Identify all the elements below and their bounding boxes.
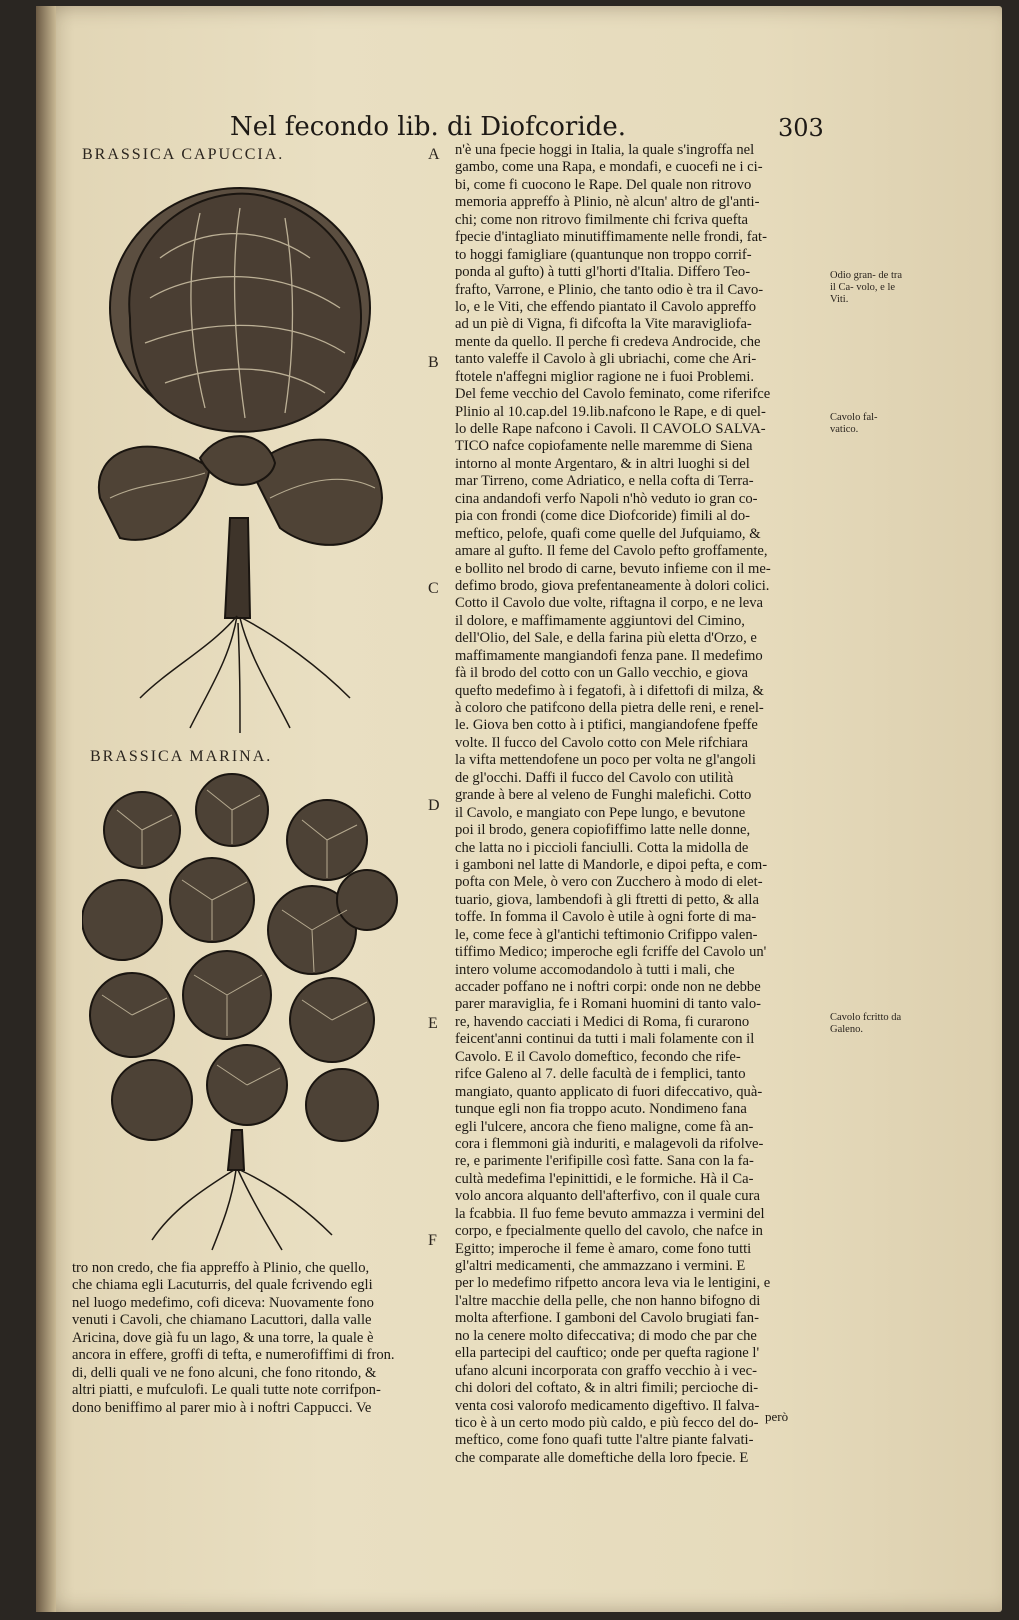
main-column-line: che comparate alle domeftiche della loro fpecie. E bbox=[455, 1449, 749, 1466]
main-column-line: dell'Olio, del Sale, e della farina più eletta d'Orzo, e bbox=[455, 630, 757, 647]
main-column-line: ftotele n'affegni miglior ragione ne i fuoi Problemi. bbox=[455, 368, 755, 385]
main-column-line: memoria appreffo à Plinio, nè alcun' altro de gl'anti- bbox=[455, 194, 760, 211]
main-column-line: parer maraviglia, fe i Romani huomini di tanto valo- bbox=[455, 996, 761, 1013]
main-column-line: fà il brodo del cotto con un Gallo vecchio, e giova bbox=[455, 665, 749, 682]
main-column-line: mente da quello. Il perche fi credeva Androcide, che bbox=[455, 333, 761, 350]
main-column-line: chi dolori del coftato, & in altri fimili; percioche di- bbox=[455, 1380, 759, 1397]
main-column-line: re, havendo cacciati i Medici di Roma, fi curarono bbox=[455, 1013, 750, 1030]
margin-note-salvatico: Cavolo fal- vatico. bbox=[830, 412, 878, 435]
main-column-line: ufano alcuni incorporata con graffo vecchio à i vec- bbox=[455, 1362, 758, 1379]
main-column-line: bi, come fi cuocono le Rape. Del quale non ritrovo bbox=[455, 176, 752, 193]
main-column-line: quefto medefimo à i fegatofi, à i difettofi di milza, & bbox=[455, 682, 764, 699]
section-marker-c: C bbox=[428, 580, 439, 597]
main-column-line: tanto valeffe il Cavolo à gli ubriachi, come che Ari- bbox=[455, 351, 757, 368]
page-number: 303 bbox=[778, 114, 824, 142]
main-column-line: l'altre macchie della pelle, che non hanno bifogno di bbox=[455, 1292, 761, 1309]
sea-cabbage-woodcut-illustration bbox=[82, 770, 398, 1254]
running-header bbox=[230, 112, 830, 146]
main-column-line: chi; come non ritrovo fimilmente chi fcriva quefta bbox=[455, 211, 748, 228]
section-marker-f: F bbox=[428, 1232, 437, 1249]
main-column-line: defimo brodo, giova prefentaneamente à dolori colici. bbox=[455, 577, 770, 594]
main-column-line: intero volume accomodandolo à tutti i mali, che bbox=[455, 961, 735, 978]
main-column-line: maffimamente mangiandofi fenza pane. Il medefimo bbox=[455, 647, 763, 664]
main-column-line: gl'altri medicamenti, che ammazzano i vermini. E bbox=[455, 1258, 746, 1274]
main-column-line: à coloro che patifcono della pietra delle reni, e renel- bbox=[455, 700, 764, 716]
main-column-line: poi il brodo, genera copiofiffimo latte nelle donne, bbox=[455, 822, 751, 839]
main-column-line: tunque egli non fia troppo acuto. Nondimeno fana bbox=[455, 1101, 747, 1118]
left-column-line: venuti i Cavoli, che chiamano Lacuttori, dalla valle bbox=[72, 1312, 372, 1329]
main-column-line: rifce Galeno al 7. delle facultà de i femplici, tanto bbox=[455, 1066, 746, 1083]
left-column-line: dono beniffimo al parer mio à i noftri Cappucci. Ve bbox=[72, 1399, 372, 1416]
main-column-line: meftico, come fono quafi tutte l'altre piante falvati- bbox=[455, 1432, 754, 1449]
main-column-line: i gamboni nel latte di Mandorle, e dipoi pefta, e com- bbox=[455, 856, 768, 873]
left-column-line: tro non credo, che fia appreffo à Plinio, che quello, bbox=[72, 1260, 370, 1276]
main-column-line: volo ancora alquanto dell'afterfivo, con il quale cura bbox=[455, 1188, 760, 1205]
main-column-line: mar Tirreno, come Adriatico, e nella cofta di Terra- bbox=[455, 473, 754, 490]
main-column-line: tiffimo Medico; imperoche egli fcriffe del Cavolo un' bbox=[455, 944, 767, 961]
catchword: però bbox=[765, 1409, 789, 1424]
main-column-line: frafto, Varrone, e Plinio, che tanto odio è tra il Cavo- bbox=[455, 281, 764, 298]
main-column-line: Cotto il Cavolo due volte, riftagna il corpo, e ne leva bbox=[455, 595, 764, 612]
main-column-line: fpecie d'intagliato minutiffimamente nelle frondi, fat- bbox=[455, 229, 767, 246]
main-column-line: le. Giova ben cotto à i ptifici, mangiandofene fpeffe bbox=[455, 717, 758, 734]
main-column-line: amare al gufto. Il feme del Cavolo pefto groffamente, bbox=[455, 543, 768, 560]
main-text-column bbox=[455, 142, 825, 1467]
main-column-line: Egitto; imperoche il feme è amaro, come fono tutti bbox=[455, 1240, 752, 1257]
section-marker-a: A bbox=[428, 146, 440, 163]
main-column-line: tico è à un certo modo più caldo, e più fecco del do- bbox=[455, 1414, 759, 1431]
main-column-line: il dolore, e maffimamente aggiuntovi del Cimino, bbox=[455, 612, 745, 629]
main-column-line: meftico, pelofe, quafi come quelle del Jufquiamo, & bbox=[455, 525, 761, 542]
main-column-line: ad un piè di Vigna, fi difcofta la Vite maravigliofa- bbox=[455, 316, 752, 333]
main-column-line: lo, e le Viti, che effendo piantato il Cavolo appreffo bbox=[455, 298, 757, 315]
main-column-line: il Cavolo, e mangiato con Pepe lungo, e bevutone bbox=[455, 804, 746, 821]
main-column-line: cina andandofi verfo Napoli n'hò veduto io gran co- bbox=[455, 490, 758, 507]
main-column-line: toffe. In fomma il Cavolo è utile à ogni forte di ma- bbox=[455, 909, 757, 926]
main-column-line: no la cenere molto difeccativa; di modo che par che bbox=[455, 1327, 757, 1344]
figure-caption-marina: BRASSICA MARINA. bbox=[90, 748, 273, 765]
main-column-line: lo delle Rape nafcono i Cavoli. Il CAVOLO SALVA- bbox=[455, 421, 766, 437]
main-column-line: egli l'ulcere, ancora che fieno maligne, come fà an- bbox=[455, 1118, 754, 1135]
main-column-line: feicent'anni continui da tutti i mali folamente con il bbox=[455, 1031, 755, 1048]
section-marker-b: B bbox=[428, 354, 439, 371]
main-column-line: accader poffano ne i noftri corpi: onde non ne debbe bbox=[455, 979, 761, 995]
margin-note-odio: Odio gran- de tra il Ca- volo, e le Viti. bbox=[830, 270, 903, 305]
main-column-line: mangiato, quanto applicato di fuori difeccativo, quà- bbox=[455, 1083, 763, 1100]
main-column-line: per lo medefimo rifpetto ancora leva via le lentigini, e bbox=[455, 1275, 771, 1292]
main-column-line: le, come fece à gl'antichi teftimonio Crifippo valen- bbox=[455, 926, 758, 943]
main-column-line: molta afterfione. I gamboni del Cavolo brugiati fan- bbox=[455, 1310, 759, 1327]
left-column-line: Aricina, dove già fu un lago, & una torre, la quale è bbox=[72, 1329, 374, 1346]
main-column-line: venta cosi valorofo medicamento digeftivo. Il falva- bbox=[455, 1397, 760, 1414]
main-column-line: che latta no i piccioli fanciulli. Cotta la midolla de bbox=[455, 839, 749, 856]
left-text-column bbox=[72, 1260, 404, 1417]
left-column-line: altri piatti, e mufculofi. Le quali tutte note corrifpon- bbox=[72, 1382, 381, 1399]
main-column-line: intorno al monte Argentaro, & in altri luoghi si del bbox=[455, 455, 750, 472]
running-title: Nel fecondo lib. di Diofcoride. bbox=[230, 112, 626, 142]
main-column-line: e bollito nel brodo di carne, bevuto infieme con il me- bbox=[455, 560, 771, 577]
main-column-line: Del feme vecchio del Cavolo feminato, come riferifce bbox=[455, 386, 771, 403]
main-column-line: volte. Il fucco del Cavolo cotto con Mele rifchiara bbox=[455, 734, 748, 751]
main-column-line: cultà medefima l'epinittidi, e le formiche. Hà il Ca- bbox=[455, 1170, 754, 1187]
main-column-line: la fcabbia. Il fuo feme bevuto ammazza i vermini del bbox=[455, 1205, 765, 1222]
main-column-line: corpo, e fpecialmente quello del cavolo, che nafce in bbox=[455, 1223, 763, 1240]
margin-note-galeno: Cavolo fcritto da Galeno. bbox=[830, 1012, 902, 1035]
main-column-line: to hoggi famigliare (quantunque non troppo corrif- bbox=[455, 246, 752, 263]
main-column-line: TICO nafce copiofamente nelle maremme di Siena bbox=[455, 438, 753, 455]
main-column-line: ponda al gufto) à tutti gl'horti d'Italia. Differo Teo- bbox=[455, 264, 751, 281]
left-column-line: ancora in effere, groffi di tefta, e numerofiffimi di fron. bbox=[72, 1347, 395, 1364]
main-column-line: Cavolo. E il Cavolo domeftico, fecondo che rife- bbox=[455, 1048, 741, 1065]
cabbage-woodcut-illustration bbox=[90, 168, 388, 738]
section-marker-d: D bbox=[428, 797, 440, 814]
main-column-line: de gl'occhi. Daffi il fucco del Cavolo con utilità bbox=[455, 769, 734, 786]
main-column-line: la vifta mettendofene un poco per volta ne gl'angoli bbox=[455, 752, 756, 769]
main-column-line: pia con frondi (come dice Diofcoride) fimili al do- bbox=[455, 508, 751, 525]
main-column-line: re, e parimente l'erifipille così fatte. Sana con la fa- bbox=[455, 1153, 754, 1170]
left-column-line: nel luogo medefimo, cofi diceva: Nuovamente fono bbox=[72, 1294, 374, 1311]
main-column-line: n'è una fpecie hoggi in Italia, la quale s'ingroffa nel bbox=[455, 142, 755, 158]
left-column-line: che chiama egli Lacuturris, del quale fcrivendo egli bbox=[72, 1277, 373, 1294]
page-gutter bbox=[36, 6, 56, 1612]
main-column-line: pofta con Mele, ò vero con Zucchero à modo di elet- bbox=[455, 874, 763, 891]
left-column-line: di, delli quali ve ne fono alcuni, che fono ritondo, & bbox=[72, 1364, 377, 1381]
main-column-line: ella partecipi del cauftico; onde per quefta ragione l' bbox=[455, 1345, 760, 1362]
main-column-line: cora i flemmoni già induriti, e malagevoli da rifolve- bbox=[455, 1135, 764, 1152]
figure-caption-capuccia: BRASSICA CAPUCCIA. bbox=[82, 146, 285, 163]
main-column-line: grande à bere al veleno de Funghi malefichi. Cotto bbox=[455, 787, 752, 804]
main-column-line: tuario, giova, lambendofi à gli ftretti di petto, & alla bbox=[455, 891, 759, 908]
main-column-line: gambo, come una Rapa, e mondafi, e cuocefi ne i ci- bbox=[455, 159, 763, 176]
section-marker-e: E bbox=[428, 1015, 438, 1032]
main-column-line: Plinio al 10.cap.del 19.lib.nafcono le Rape, e di quel- bbox=[455, 403, 766, 420]
